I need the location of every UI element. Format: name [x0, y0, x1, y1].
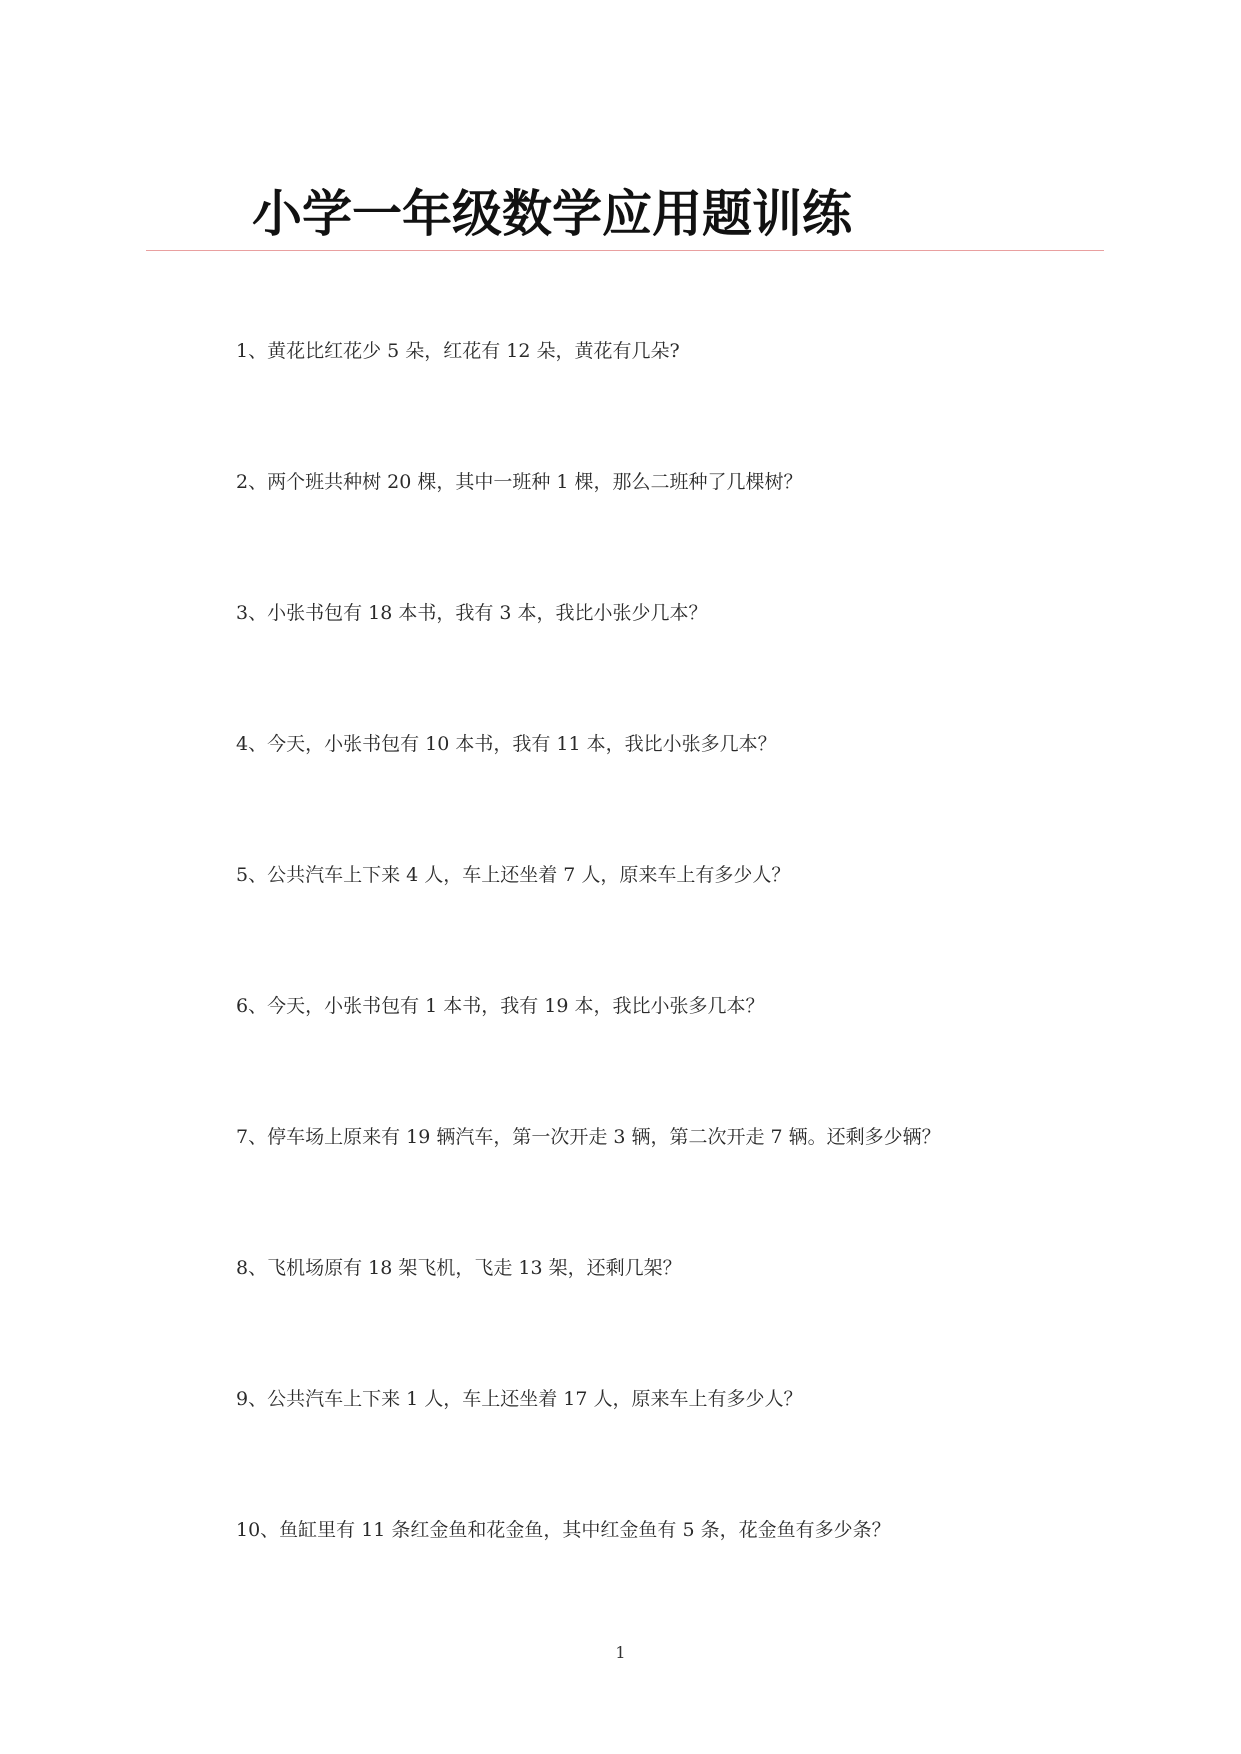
question-item: 5、公共汽车上下来 4 人，车上还坐着 7 人，原来车上有多少人？: [236, 864, 791, 886]
page-number: 1: [615, 1643, 626, 1662]
question-item: 4、今天，小张书包有 10 本书，我有 11 本，我比小张多几本？: [236, 733, 777, 755]
question-item: 10、鱼缸里有 11 条红金鱼和花金鱼，其中红金鱼有 5 条，花金鱼有多少条？: [236, 1519, 891, 1541]
question-item: 1、黄花比红花少 5 朵，红花有 12 朵，黄花有几朵?: [236, 340, 680, 362]
question-item: 6、今天，小张书包有 1 本书，我有 19 本，我比小张多几本？: [236, 995, 765, 1017]
question-item: 2、两个班共种树 20 棵，其中一班种 1 棵，那么二班种了几棵树？: [236, 471, 803, 493]
page-title: 小学一年级数学应用题训练: [252, 185, 852, 243]
question-item: 7、停车场上原来有 19 辆汽车，第一次开走 3 辆，第二次开走 7 辆。还剩多少辆？: [236, 1126, 941, 1148]
title-divider: [146, 250, 1104, 251]
question-list: [236, 334, 1136, 1644]
question-item: 8、飞机场原有 18 架飞机，飞走 13 架，还剩几架？: [236, 1257, 682, 1279]
question-item: 3、小张书包有 18 本书，我有 3 本，我比小张少几本？: [236, 602, 708, 624]
question-item: 9、公共汽车上下来 1 人，车上还坐着 17 人，原来车上有多少人？: [236, 1388, 803, 1410]
